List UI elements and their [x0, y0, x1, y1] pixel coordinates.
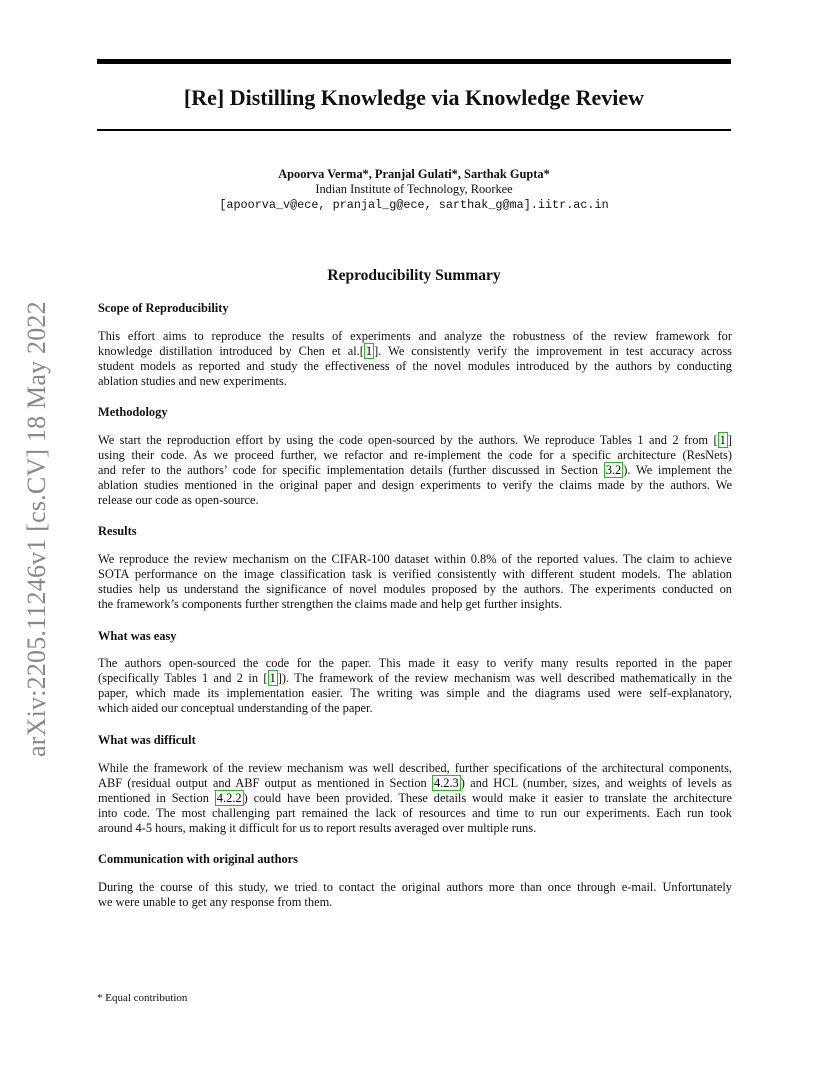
text-line: During the course of this study, we tried to contact the original authors more than once through e-mail. Unfortunately — [98, 880, 732, 894]
section-link[interactable]: 4.2.2 — [216, 791, 242, 805]
section-heading-methodology: Methodology — [98, 405, 168, 419]
text-line: We reproduce the review mechanism on the CIFAR-100 dataset within 0.8% of the reported values. The claim to achieve — [98, 552, 732, 566]
text-line: ablation studies and new experiments. — [98, 374, 287, 388]
section-body-scope — [98, 329, 732, 389]
arxiv-identifier: arXiv:2205.11246v1 [cs.CV] 18 May 2022 — [22, 301, 51, 757]
text-line: mentioned in Section 4.2.2 ) could have been provided. These details would make it easier to translate the architecture — [98, 791, 733, 805]
citation-link[interactable]: 1 — [719, 433, 726, 447]
text-line: the framework’s components further strengthen the claims made and help get further insights. — [98, 597, 563, 611]
text-line: ablation studies mentioned in the original paper and design experiments to verify the claims made by the authors. We — [98, 478, 732, 492]
text-line: studies help us understand the significance of novel modules proposed by the authors. The experiments conducted on — [98, 582, 732, 596]
section-link[interactable]: 4.2.3 — [433, 776, 459, 790]
section-body-what-was-easy — [98, 656, 732, 716]
section-heading-what-was-easy: What was easy — [98, 629, 177, 643]
footnote: * Equal contribution — [97, 992, 188, 1004]
affiliation: Indian Institute of Technology, Roorkee — [315, 182, 513, 196]
title-rule-bottom — [97, 129, 731, 131]
text-line: The authors open-sourced the code for the paper. This made it easy to verify many results reported in the paper — [98, 656, 732, 670]
section-body-what-was-difficult — [98, 761, 732, 836]
text-line: student models as reported and study the effectiveness of the novel modules introduced by the authors by conducting — [98, 359, 732, 373]
text-line: into code. The most challenging part remained the lack of resources and time to run our experiments. Each run took — [98, 806, 732, 820]
paper-title: [Re] Distilling Knowledge via Knowledge Review — [183, 85, 645, 110]
text-line: ABF (residual output and ABF output as mentioned in Section 4.2.3 ) and HCL (number, sizes, and weights of levels as — [98, 776, 733, 790]
text-line: which aided our conceptual understanding of the paper. — [98, 701, 373, 715]
text-line: release our code as open-source. — [98, 493, 259, 507]
text-line: SOTA performance on the image classification task is verified consistently with different student models. The ablation — [98, 567, 732, 581]
title-rule-top — [97, 59, 731, 64]
section-body-results — [98, 552, 732, 612]
text-line: using their code. As we proceed further, we refactor and re-implement the code for a specific architecture (ResNets) — [98, 448, 732, 462]
section-body-communication — [98, 880, 732, 910]
text-line: (specifically Tables 1 and 2 in [ 1 ]). The framework of the review mechanism was well described mathematically in the — [98, 671, 732, 685]
summary-title: Reproducibility Summary — [327, 267, 501, 284]
citation-link[interactable]: 1 — [365, 344, 373, 358]
section-heading-results: Results — [98, 524, 137, 538]
text-line: This effort aims to reproduce the results of experiments and analyze the robustness of the review framework for — [98, 329, 732, 343]
text-line: we were unable to get any response from them. — [98, 895, 333, 909]
section-link[interactable]: 3.2 — [605, 463, 622, 477]
section-heading-scope: Scope of Reproducibility — [98, 301, 229, 315]
text-line: knowledge distillation introduced by Chen et al.[ 1 ]. We consistently verify the improvement in test accuracy across — [98, 344, 732, 358]
text-line: and refer to the authors’ code for specific implementation details (further discussed in Section 3.2 ). We implement the — [98, 463, 733, 477]
text-line: We start the reproduction effort by using the code open-sourced by the authors. We reproduce Tables 1 and 2 from [ 1 ] — [98, 433, 732, 447]
citation-link[interactable]: 1 — [269, 671, 276, 685]
text-line: While the framework of the review mechanism was well described, further specifications of the architectural components, — [98, 761, 732, 775]
section-heading-what-was-difficult: What was difficult — [98, 733, 196, 747]
section-heading-communication: Communication with original authors — [98, 852, 298, 866]
text-line: paper, which made its implementation easier. The writing was simple and the diagrams used were self-explanatory, — [98, 686, 732, 700]
author-list: Apoorva Verma*, Pranjal Gulati*, Sarthak Gupta* — [278, 167, 550, 181]
section-body-methodology — [98, 433, 732, 508]
text-line: around 4-5 hours, making it difficult for us to report results averaged over multiple runs. — [98, 821, 537, 835]
author-emails: [apoorva_v@ece, pranjal_g@ece, sarthak_g@ma].iitr.ac.in — [219, 198, 609, 212]
